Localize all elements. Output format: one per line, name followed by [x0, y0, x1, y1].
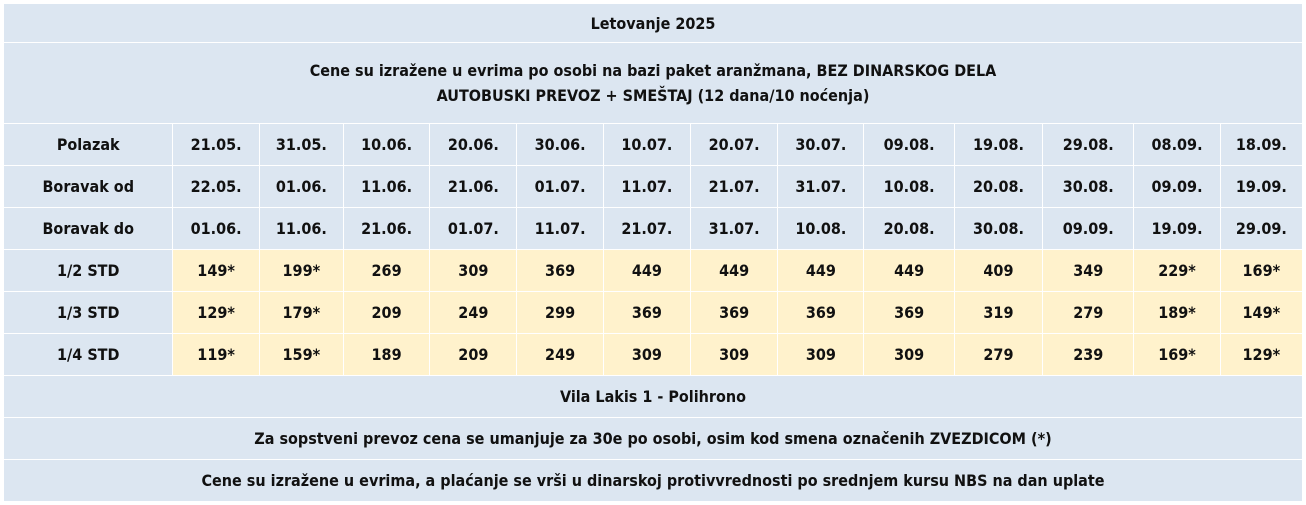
price-cell: 409	[954, 250, 1042, 292]
row-label: Boravak od	[4, 166, 173, 208]
price-cell: 299	[517, 292, 603, 334]
price-cell: 189	[343, 334, 429, 376]
price-cell: 369	[778, 292, 864, 334]
date-cell: 20.08.	[954, 166, 1042, 208]
price-cell: 169*	[1220, 250, 1302, 292]
table-row	[4, 292, 1303, 334]
date-cell: 31.05.	[259, 124, 343, 166]
price-cell: 149*	[1220, 292, 1302, 334]
table-row	[4, 166, 1303, 208]
date-cell: 09.09.	[1134, 166, 1220, 208]
date-cell: 11.07.	[603, 166, 690, 208]
date-cell: 19.09.	[1134, 208, 1220, 250]
date-cell: 19.08.	[954, 124, 1042, 166]
date-cell: 29.09.	[1220, 208, 1302, 250]
price-cell: 309	[430, 250, 517, 292]
payment-note: Cene su izražene u evrima, a plaćanje se vrši u dinarskoj protivvrednosti po srednjem kursu NBS na dan uplate	[4, 460, 1303, 502]
date-cell: 30.07.	[778, 124, 864, 166]
date-cell: 08.09.	[1134, 124, 1220, 166]
title-row	[4, 4, 1303, 43]
price-cell: 269	[343, 250, 429, 292]
description-row	[4, 43, 1303, 124]
own-transport-row	[4, 418, 1303, 460]
price-cell: 309	[690, 334, 777, 376]
price-cell: 249	[517, 334, 603, 376]
date-cell: 21.06.	[430, 166, 517, 208]
date-cell: 01.06.	[173, 208, 259, 250]
price-cell: 309	[778, 334, 864, 376]
date-cell: 10.06.	[343, 124, 429, 166]
price-cell: 179*	[259, 292, 343, 334]
price-cell: 239	[1043, 334, 1134, 376]
date-cell: 20.08.	[864, 208, 954, 250]
description-cell	[4, 43, 1303, 124]
date-cell: 11.07.	[517, 208, 603, 250]
date-cell: 29.08.	[1043, 124, 1134, 166]
date-cell: 21.06.	[343, 208, 429, 250]
price-cell: 369	[517, 250, 603, 292]
price-cell: 279	[1043, 292, 1134, 334]
table-row	[4, 250, 1303, 292]
price-cell: 369	[864, 292, 954, 334]
price-cell: 129*	[1220, 334, 1302, 376]
description-line-2: AUTOBUSKI PREVOZ + SMEŠTAJ (12 dana/10 noćenja)	[436, 86, 870, 105]
date-cell: 10.08.	[864, 166, 954, 208]
date-cell: 18.09.	[1220, 124, 1302, 166]
date-cell: 20.07.	[690, 124, 777, 166]
price-cell: 209	[430, 334, 517, 376]
row-label: Boravak do	[4, 208, 173, 250]
price-cell: 449	[690, 250, 777, 292]
date-cell: 11.06.	[343, 166, 429, 208]
price-cell: 249	[430, 292, 517, 334]
date-cell: 21.07.	[603, 208, 690, 250]
price-cell: 159*	[259, 334, 343, 376]
payment-row	[4, 460, 1303, 502]
table-body	[4, 4, 1303, 502]
date-cell: 01.07.	[517, 166, 603, 208]
table-row	[4, 334, 1303, 376]
date-cell: 09.09.	[1043, 208, 1134, 250]
price-cell: 119*	[173, 334, 259, 376]
date-cell: 10.08.	[778, 208, 864, 250]
price-cell: 199*	[259, 250, 343, 292]
row-label: 1/3 STD	[4, 292, 173, 334]
date-cell: 21.05.	[173, 124, 259, 166]
date-cell: 30.08.	[954, 208, 1042, 250]
date-cell: 01.06.	[259, 166, 343, 208]
date-cell: 31.07.	[690, 208, 777, 250]
date-cell: 31.07.	[778, 166, 864, 208]
price-cell: 309	[864, 334, 954, 376]
date-cell: 30.06.	[517, 124, 603, 166]
price-cell: 369	[603, 292, 690, 334]
date-cell: 01.07.	[430, 208, 517, 250]
price-cell: 169*	[1134, 334, 1220, 376]
price-cell: 309	[603, 334, 690, 376]
price-table	[3, 3, 1303, 502]
villa-name: Vila Lakis 1 - Polihrono	[4, 376, 1303, 418]
price-cell: 129*	[173, 292, 259, 334]
date-cell: 30.08.	[1043, 166, 1134, 208]
row-label: 1/4 STD	[4, 334, 173, 376]
table-row	[4, 208, 1303, 250]
price-cell: 279	[954, 334, 1042, 376]
date-cell: 22.05.	[173, 166, 259, 208]
own-transport-note: Za sopstveni prevoz cena se umanjuje za 30e po osobi, osim kod smena označenih ZVEZDICOM (*)	[4, 418, 1303, 460]
description-line-1: Cene su izražene u evrima po osobi na bazi paket aranžmana, BEZ DINARSKOG DELA	[309, 61, 997, 80]
table-title: Letovanje 2025	[4, 4, 1303, 43]
price-cell: 319	[954, 292, 1042, 334]
price-cell: 449	[864, 250, 954, 292]
villa-row	[4, 376, 1303, 418]
price-cell: 449	[603, 250, 690, 292]
date-cell: 19.09.	[1220, 166, 1302, 208]
price-cell: 369	[690, 292, 777, 334]
date-cell: 10.07.	[603, 124, 690, 166]
table-row	[4, 124, 1303, 166]
date-cell: 20.06.	[430, 124, 517, 166]
row-label: 1/2 STD	[4, 250, 173, 292]
row-label: Polazak	[4, 124, 173, 166]
price-cell: 229*	[1134, 250, 1220, 292]
price-cell: 149*	[173, 250, 259, 292]
price-cell: 449	[778, 250, 864, 292]
date-cell: 09.08.	[864, 124, 954, 166]
price-cell: 189*	[1134, 292, 1220, 334]
date-cell: 21.07.	[690, 166, 777, 208]
price-cell: 349	[1043, 250, 1134, 292]
price-cell: 209	[343, 292, 429, 334]
date-cell: 11.06.	[259, 208, 343, 250]
